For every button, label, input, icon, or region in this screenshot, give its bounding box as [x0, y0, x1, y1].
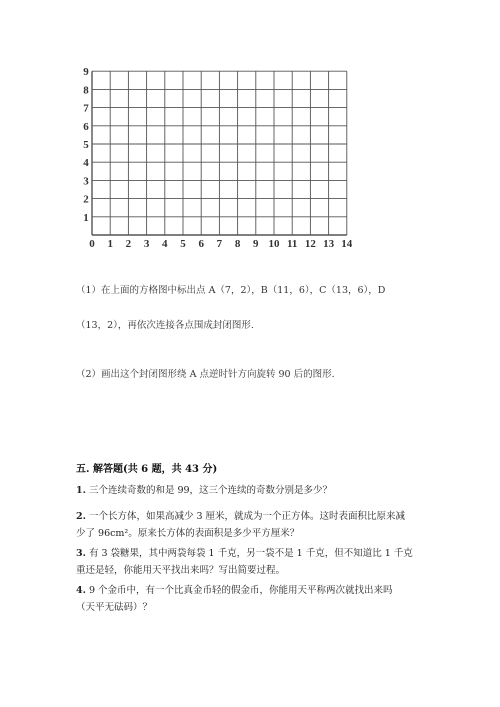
x-tick-label: 12 — [304, 238, 316, 250]
question-3-number: 3. — [76, 548, 86, 559]
x-tick-label: 1 — [107, 238, 113, 250]
question-2 — [76, 508, 436, 542]
task-2-line: （2）画出这个封闭图形绕 A 点逆时针方向旋转 90 后的图形. — [76, 369, 335, 380]
y-tick-label: 5 — [83, 139, 89, 151]
y-tick-label: 8 — [83, 84, 89, 97]
x-tick-label: 11 — [286, 238, 298, 250]
x-tick-label: 0 — [89, 238, 95, 250]
question-2-text-1: 一个长方体，如果高减少 3 厘米，就成为一个正方体。这时表面积比原来减 — [88, 511, 406, 522]
question-1 — [76, 482, 436, 499]
question-2-number: 2. — [76, 511, 86, 522]
question-2-text-2: 少了 96cm²。原来长方体的表面积是多少平方厘米？ — [76, 528, 300, 539]
question-1-number: 1. — [76, 485, 86, 496]
question-3-text-2: 重还是轻，你能用天平找出来吗？写出简要过程。 — [76, 565, 286, 576]
section-title: 五. 解答题(共 6 题，共 43 分) — [76, 464, 218, 475]
question-1-text: 三个连续奇数的和是 99，这三个连续的奇数分别是多少？ — [88, 485, 333, 496]
y-tick-label: 9 — [83, 66, 89, 79]
x-tick-label: 8 — [234, 238, 241, 250]
x-tick-label: 6 — [198, 238, 204, 250]
y-tick-label: 4 — [83, 157, 89, 170]
x-tick-label: 3 — [143, 238, 150, 250]
x-tick-label: 4 — [162, 238, 168, 250]
grid-svg — [0, 0, 500, 260]
x-tick-label: 13 — [323, 238, 335, 250]
y-tick-label: 3 — [83, 175, 89, 188]
y-tick-label: 2 — [83, 193, 89, 206]
x-tick-label: 14 — [341, 238, 353, 250]
task-1-line-1: （1）在上面的方格图中标出点 A（7，2），B（11，6），C（13，6），D — [76, 285, 386, 296]
x-tick-label: 2 — [125, 238, 132, 250]
question-3 — [76, 545, 436, 579]
question-4-text-1: 9 个金币中，有一个比真金币轻的假金币，你能用天平称两次就找出来吗 — [88, 585, 393, 596]
y-tick-label: 7 — [83, 102, 89, 115]
x-tick-label: 10 — [268, 238, 280, 250]
y-tick-label: 1 — [83, 211, 89, 224]
question-4-number: 4. — [76, 585, 86, 596]
x-tick-label: 9 — [253, 238, 259, 250]
x-tick-label: 5 — [180, 238, 186, 250]
x-tick-label: 7 — [216, 238, 223, 250]
question-3-text-1: 有 3 袋糖果，其中两袋每袋 1 千克，另一袋不是 1 千克，但不知道比 1 千克 — [88, 548, 413, 559]
question-4 — [76, 582, 436, 616]
question-4-text-2: （天平无砝码）？ — [76, 602, 153, 613]
y-tick-label: 6 — [83, 120, 89, 133]
task-1-line-2: （13，2），再依次连接各点围成封闭图形. — [76, 320, 254, 331]
coordinate-grid — [0, 0, 500, 260]
